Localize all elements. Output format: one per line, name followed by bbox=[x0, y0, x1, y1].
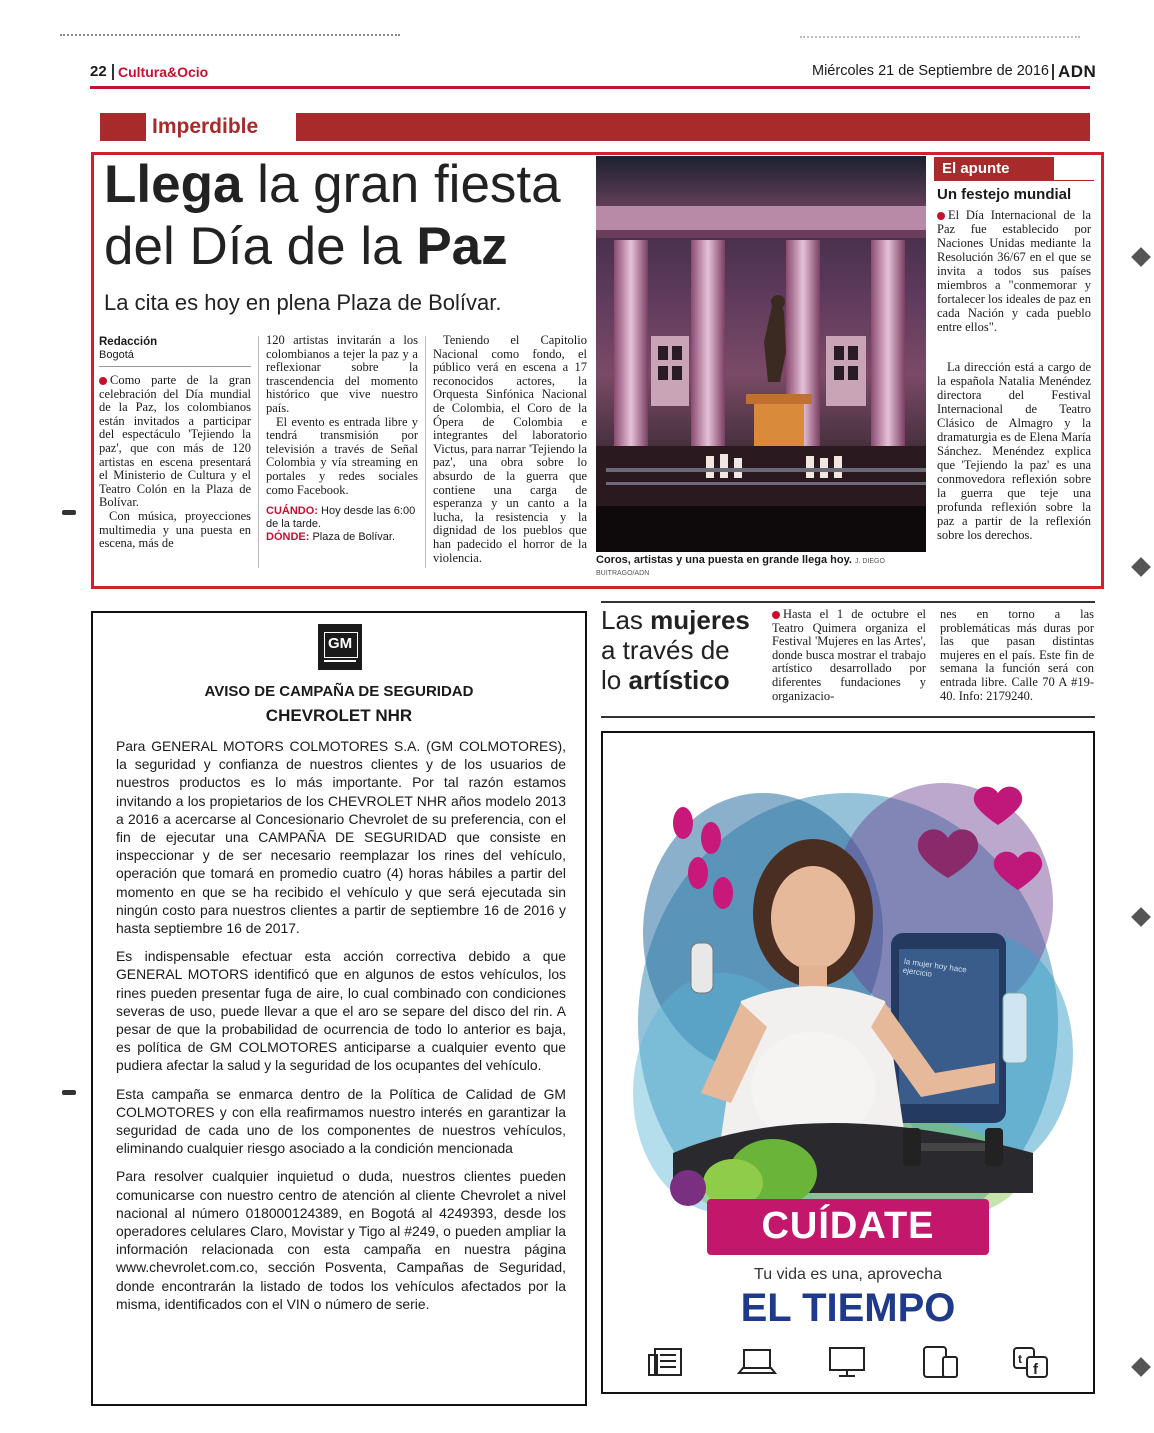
apunte-tag-label: El apunte bbox=[942, 160, 1010, 177]
photo-caption-row bbox=[596, 554, 926, 578]
when-value: Hoy desde las 6:00 de la tarde. bbox=[266, 505, 416, 531]
bullet-icon bbox=[772, 611, 780, 619]
capitol-stage-illustration bbox=[596, 156, 926, 552]
laptop-icon bbox=[737, 1345, 777, 1379]
notice-paragraph-4: Para resolver cualquier inquietud o duda, nuestros clientes pueden comunicarse con nuestro centro de atención al cliente Chevrolet a nivel nacional al número 018000124389, en Bogotá al 4249393, desde los operadores celulares Claro, Movistar y Tigo al #249, o pueden ampliar la información relacionada con esta campaña en nuestra página www.chevrolet.com.co, sección Posventa, Campañas de Seguridad, donde encontrarán la listado de todos los vehículos afectados por la misma, identificados con el VIN o número de serie. bbox=[116, 1168, 566, 1312]
brief-col1-text: Hasta el 1 de octubre el Teatro Quimera organiza el Festival 'Mujeres en las Artes', donde busca mostrar el trabajo artístico desarrollado por diferentes fundaciones y organizacio- bbox=[772, 607, 926, 703]
byline-rule bbox=[99, 366, 251, 367]
apunte-paragraph-2: La dirección está a cargo de la española Natalia Menéndez directora del Festival Internacional de Teatro Clásico de Almagro y la dramaturgia es de Elena María Sánchez. Menéndez explica que 'Tejiendo la paz' es una conmovedora reflexión sobre la guerra que teje una profunda reflexión sobre la paz a partir de la reflexión sobre los derechos. bbox=[937, 360, 1091, 542]
scan-diamond bbox=[1131, 247, 1151, 267]
col2-paragraph-2: El evento es entrada libre y tendrá transmisión por televisión a través de Señal Colombia y vía streaming en portales y redes sociales como Facebook. bbox=[266, 414, 418, 497]
when-label: CUÁNDO: bbox=[266, 505, 318, 518]
article-col-2 bbox=[266, 334, 418, 544]
brief-headline-3-bold: artístico bbox=[628, 665, 730, 695]
header-divider bbox=[112, 64, 114, 80]
header-divider bbox=[1052, 64, 1054, 80]
notice-title: AVISO DE CAMPAÑA DE SEGURIDAD bbox=[204, 683, 474, 700]
scan-mark bbox=[62, 1090, 76, 1095]
article-subhead: La cita es hoy en plena Plaza de Bolívar. bbox=[104, 290, 502, 315]
monitor-icon bbox=[827, 1345, 867, 1379]
headline-bold-1: Llega bbox=[104, 155, 243, 214]
ad-tagline: Tu vida es una, aprovecha bbox=[754, 1266, 942, 1283]
event-photo bbox=[596, 156, 926, 552]
ad-icons-row bbox=[647, 1345, 1057, 1381]
apunte-body bbox=[937, 208, 1091, 542]
page-header bbox=[90, 62, 1097, 84]
gm-logo bbox=[318, 624, 362, 670]
brief-headline-3: lo bbox=[601, 665, 629, 695]
col1-paragraph-2: Con música, proyecciones multimedia y una puesta en escena, más de bbox=[99, 508, 251, 551]
scan-diamond bbox=[1131, 1357, 1151, 1377]
headline-bold-2: Paz bbox=[416, 217, 508, 276]
header-rule bbox=[90, 86, 1090, 89]
brief-col-1 bbox=[772, 608, 926, 703]
brief-top-rule bbox=[601, 601, 1095, 603]
bullet-icon bbox=[99, 377, 107, 385]
column-divider bbox=[425, 336, 426, 568]
apunte-title: Un festejo mundial bbox=[937, 186, 1072, 203]
column-divider bbox=[258, 336, 259, 568]
apunte-tag-rule bbox=[1054, 180, 1094, 181]
section-name: Cultura&Ocio bbox=[118, 64, 209, 80]
brief-headline-1: Las bbox=[601, 605, 651, 635]
headline-part-1: la gran fiesta bbox=[242, 155, 561, 214]
social-media-icon bbox=[1011, 1345, 1051, 1379]
brief-headline bbox=[601, 605, 765, 695]
photo-credit: J. DIEGO BUITRAGO/ADN bbox=[596, 558, 885, 577]
apunte-tag bbox=[934, 157, 1054, 181]
scan-mark bbox=[62, 510, 76, 515]
scan-diamond bbox=[1131, 907, 1151, 927]
photo-caption: Coros, artistas y una puesta en grande llega hoy. bbox=[596, 554, 852, 566]
newspaper-icon bbox=[647, 1345, 687, 1379]
brief-headline-2: a través de bbox=[601, 635, 730, 665]
byline-city: Bogotá bbox=[99, 349, 134, 361]
bullet-icon bbox=[937, 212, 945, 220]
scan-noise-top bbox=[60, 34, 400, 42]
col1-paragraph-1: Como parte de la gran celebración del Día mundial de la Paz, los colombianos están invitados a participar del espectáculo 'Tejiendo la paz', que con más de 120 artistas en escena presentará el Ministerio de Cultura y el Teatro Colón en la Plaza de Bolívar. bbox=[99, 373, 251, 510]
notice-body bbox=[116, 737, 566, 1313]
scan-diamond bbox=[1131, 557, 1151, 577]
brief-col2-text: nes en torno a las problemáticas más duras por las que pasan distintas mujeres en el país. Este fin de semana la función será con entrada libre. Calle 70 A #19-40. Info: 2179240. bbox=[940, 607, 1094, 703]
scan-noise-top-right bbox=[800, 36, 1080, 44]
article-headline bbox=[104, 154, 592, 278]
gm-logo-text: GM bbox=[328, 635, 353, 652]
eltiempo-ad bbox=[601, 731, 1095, 1394]
svg-text:t: t bbox=[1018, 1352, 1022, 1366]
apunte-paragraph-1: El Día Internacional de la Paz fue establecido por Naciones Unidas mediante la Resolución 36/67 en el que se invita a todos sus países miembros a "conmemorar y fortalecer los ideales de paz en cada Nación y cada pueblo entre ellos". bbox=[937, 208, 1091, 334]
byline-name: Redacción bbox=[99, 336, 158, 348]
where-value: Plaza de Bolívar. bbox=[312, 531, 396, 544]
ad-phone-text: la mujer hoy hace ejercicio bbox=[902, 956, 968, 979]
article-col-1 bbox=[99, 374, 251, 551]
headline-part-2: del Día de la bbox=[104, 217, 417, 276]
adn-logo: ADN bbox=[1058, 62, 1097, 81]
page-number: 22 bbox=[90, 63, 107, 80]
article-col-3 bbox=[433, 334, 587, 565]
issue-date: Miércoles 21 de Septiembre de 2016 bbox=[812, 63, 1049, 79]
brief-headline-1-bold: mujeres bbox=[650, 605, 750, 635]
notice-paragraph-3: Esta campaña se enmarca dentro de la Política de Calidad de GM COLMOTORES y con ella reafirmamos nuestro interés en garantizar la seguridad de cada uno de los componentes de nuestros vehículos, eliminando cualquier riesgo asociado a la condición mencionada bbox=[116, 1085, 566, 1157]
mobile-tablet-icon bbox=[921, 1345, 961, 1379]
notice-paragraph-1: Para GENERAL MOTORS COLMOTORES S.A. (GM COLMOTORES), la seguridad y confianza de nuestros clientes y de los usuarios de nuestros productos es lo más importante. Por tal razón estamos invitando a los propietarios de los CHEVROLET NHR años modelo 2013 a 2016 a acercarse al Concesionario Chevrolet de su preferencia, con el fin de ejecutar una CAMPAÑA DE SEGURIDAD que consiste en inspeccionar y de ser necesario reemplazar los rines del vehículo, operación que tomará en promedio cuatro (4) horas hábiles a partir del momento en que se ha recibido el vehículo y que será ejecutada sin ningún costo para nuestros clientes a partir de septiembre 16 de 2016 y hasta septiembre 16 de 2017. bbox=[116, 738, 566, 937]
svg-text:f: f bbox=[1033, 1361, 1038, 1378]
eltiempo-brand: EL TIEMPO bbox=[740, 1286, 956, 1330]
col2-paragraph-1: 120 artistas invitarán a los colombianos a tejer la paz y a reflexionar sobre la trascendencia del momento histórico que vive nuestro país. bbox=[266, 333, 418, 415]
cuidate-text: CUÍDATE bbox=[761, 1205, 935, 1247]
notice-paragraph-2: Es indispensable efectuar esta acción correctiva debido a que GENERAL MOTORS identificó que en algunos de estos vehículos, los rines pueden presentar fuga de aire, lo cual combinado con condiciones severas de uso, puede llevar a que el aro se separe del disco del rin. A pesar de que la probabilidad de ocurrencia de todo lo anterior es baja, es política de GM COLMOTORES anticiparse a cualquier evento que pudiera afectar la salud y la seguridad de los ocupantes del vehículo. bbox=[116, 948, 566, 1074]
where-label: DÓNDE: bbox=[266, 531, 310, 544]
brief-bottom-rule bbox=[601, 716, 1095, 718]
notice-subtitle: CHEVROLET NHR bbox=[265, 706, 413, 725]
imperdible-label: Imperdible bbox=[152, 115, 259, 138]
brief-col-2 bbox=[940, 608, 1094, 703]
col3-paragraph-1: Teniendo el Capitolio Nacional como fondo, el público verá en escena a 17 reconocidos actores, la Orquesta Sinfónica Nacional de Colombia, el Coro de la Ópera de Colombia e integrantes del laboratorio Victus, para narrar 'Tejiendo la paz', una obra sobre lo absurdo de la guerra que contiene una carga de esperanza y un canto a la lucha, la resistencia y la dignidad de los pueblos que han padecido el horror de la violencia. bbox=[433, 333, 587, 565]
